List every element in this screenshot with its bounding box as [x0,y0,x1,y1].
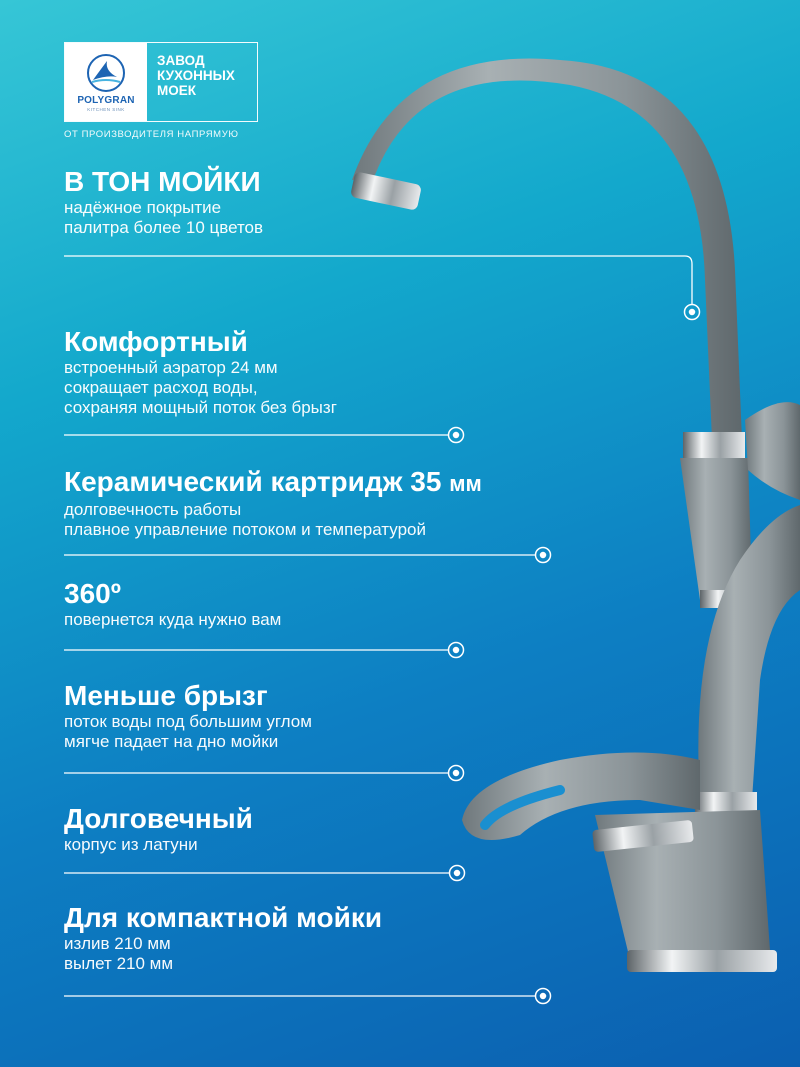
callout-dot-icon [685,305,700,320]
feature-line: палитра более 10 цветов [64,218,264,237]
feature-line: излив 210 мм [64,934,171,953]
feature-comfort [64,326,337,418]
feature-line: мягче падает на дно мойки [64,732,279,751]
feature-title: 360º [64,578,121,609]
callout-dot-icon [449,766,464,781]
feature-less-splash [64,680,312,752]
logo-brand-sub: KITCHEN SINK [87,106,125,112]
feature-title: Меньше брызг [64,680,268,711]
feature-title-text: Керамический картридж 35 [64,466,442,497]
feature-durable [64,803,253,855]
tagline: ОТ ПРОИЗВОДИТЕЛЯ НАПРЯМУЮ [64,129,239,140]
feature-line: надёжное покрытие [64,198,222,217]
feature-line: плавное управление потоком и температурой [64,520,426,539]
logo-brand-name: POLYGRAN [77,94,135,106]
callout-dot-icon [536,989,551,1004]
feature-line: корпус из латуни [64,835,198,854]
feature-line: поток воды под большим углом [64,712,312,731]
feature-line: встроенный аэратор 24 мм [64,358,278,377]
feature-title-unit: мм [449,471,482,496]
callout-dot-icon [449,428,464,443]
feature-line: долговечность работы [64,500,242,519]
logo-title [147,43,257,121]
feature-line: повернется куда нужно вам [64,610,282,629]
polygran-logo-icon [83,53,129,93]
feature-title: Долговечный [64,803,253,834]
feature-title: В ТОН МОЙКИ [64,166,261,197]
logo-title-line: МОЕК [157,83,196,98]
feature-line: сокращает расход воды, [64,378,258,397]
faucet-front [462,505,800,972]
callout-dot-icon [536,548,551,563]
brand-logo [64,42,258,122]
logo-title-line: ЗАВОД [157,53,205,68]
callout-dot-icon [449,643,464,658]
callout-dot-icon [450,866,465,881]
feature-title: Комфортный [64,326,248,357]
feature-title: Для компактной мойки [64,902,383,933]
feature-compact [64,902,382,974]
feature-color-match [64,166,263,238]
feature-line: сохраняя мощный поток без брызг [64,398,337,417]
feature-cartridge [64,466,482,540]
feature-line: вылет 210 мм [64,954,174,973]
feature-rotation [64,578,281,630]
polygran-logo-mark [65,43,147,121]
logo-title-line: КУХОННЫХ [157,68,235,83]
feature-title [64,466,482,500]
